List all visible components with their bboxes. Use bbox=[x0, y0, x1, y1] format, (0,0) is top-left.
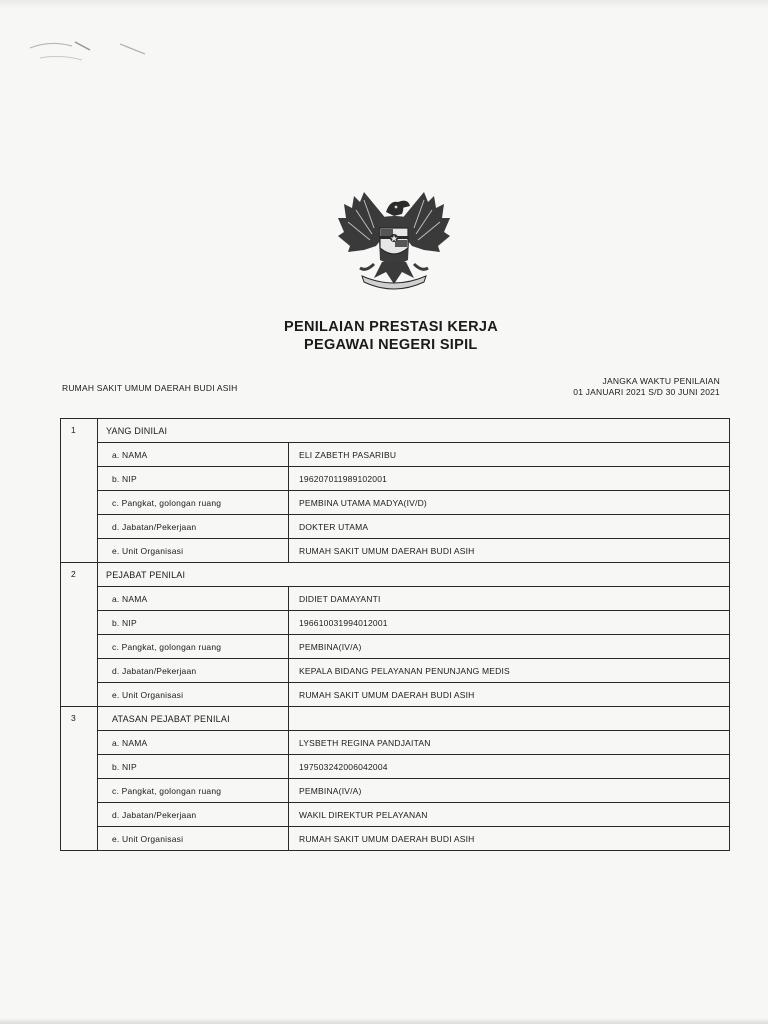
section-heading: ATASAN PEJABAT PENILAI bbox=[98, 707, 289, 731]
document-title bbox=[270, 318, 530, 354]
assessment-period bbox=[573, 376, 720, 398]
field-label: e. Unit Organisasi bbox=[98, 827, 289, 851]
section-number: 3 bbox=[61, 707, 98, 851]
field-label: b. NIP bbox=[98, 755, 289, 779]
field-label: c. Pangkat, golongan ruang bbox=[98, 491, 289, 515]
field-value: PEMBINA UTAMA MADYA(IV/D) bbox=[289, 491, 730, 515]
table-row bbox=[61, 563, 730, 587]
field-value: WAKIL DIREKTUR PELAYANAN bbox=[289, 803, 730, 827]
document-title-line1: PENILAIAN PRESTASI KERJA bbox=[284, 319, 498, 335]
field-label: c. Pangkat, golongan ruang bbox=[98, 779, 289, 803]
field-label: c. Pangkat, golongan ruang bbox=[98, 635, 289, 659]
section-heading: PEJABAT PENILAI bbox=[98, 563, 730, 587]
scan-smudge-mark bbox=[20, 30, 160, 70]
table-row bbox=[61, 635, 730, 659]
table-row bbox=[61, 419, 730, 443]
field-value: PEMBINA(IV/A) bbox=[289, 635, 730, 659]
assessment-identity-table bbox=[60, 418, 730, 851]
table-row bbox=[61, 443, 730, 467]
field-value: DIDIET DAMAYANTI bbox=[289, 587, 730, 611]
section-heading-empty-cell bbox=[289, 707, 730, 731]
section-number: 1 bbox=[61, 419, 98, 563]
field-label: e. Unit Organisasi bbox=[98, 539, 289, 563]
table-row bbox=[61, 755, 730, 779]
field-value: ELI ZABETH PASARIBU bbox=[289, 443, 730, 467]
field-label: b. NIP bbox=[98, 467, 289, 491]
field-value: PEMBINA(IV/A) bbox=[289, 779, 730, 803]
field-label: e. Unit Organisasi bbox=[98, 683, 289, 707]
table-row bbox=[61, 707, 730, 731]
garuda-pancasila-emblem bbox=[334, 188, 454, 296]
field-value: DOKTER UTAMA bbox=[289, 515, 730, 539]
field-label: d. Jabatan/Pekerjaan bbox=[98, 803, 289, 827]
assessment-period-label: JANGKA WAKTU PENILAIAN bbox=[602, 376, 720, 386]
field-label: a. NAMA bbox=[98, 443, 289, 467]
document-title-line2: PEGAWAI NEGERI SIPIL bbox=[304, 337, 478, 353]
field-label: d. Jabatan/Pekerjaan bbox=[98, 515, 289, 539]
institution-name: RUMAH SAKIT UMUM DAERAH BUDI ASIH bbox=[62, 383, 238, 393]
table-row bbox=[61, 515, 730, 539]
scan-edge-bottom bbox=[0, 1018, 768, 1024]
table-row bbox=[61, 659, 730, 683]
table-row bbox=[61, 731, 730, 755]
table-row bbox=[61, 539, 730, 563]
field-label: a. NAMA bbox=[98, 731, 289, 755]
table-row bbox=[61, 467, 730, 491]
assessment-period-range: 01 JANUARI 2021 S/D 30 JUNI 2021 bbox=[573, 387, 720, 397]
section-heading: YANG DINILAI bbox=[98, 419, 730, 443]
table-row bbox=[61, 803, 730, 827]
table-row bbox=[61, 587, 730, 611]
field-value: LYSBETH REGINA PANDJAITAN bbox=[289, 731, 730, 755]
table-row bbox=[61, 779, 730, 803]
field-value: 196610031994012001 bbox=[289, 611, 730, 635]
field-value: RUMAH SAKIT UMUM DAERAH BUDI ASIH bbox=[289, 539, 730, 563]
field-label: a. NAMA bbox=[98, 587, 289, 611]
table-row bbox=[61, 491, 730, 515]
section-number: 2 bbox=[61, 563, 98, 707]
field-value: RUMAH SAKIT UMUM DAERAH BUDI ASIH bbox=[289, 683, 730, 707]
field-value: 196207011989102001 bbox=[289, 467, 730, 491]
field-value: RUMAH SAKIT UMUM DAERAH BUDI ASIH bbox=[289, 827, 730, 851]
table-row bbox=[61, 611, 730, 635]
field-value: 197503242006042004 bbox=[289, 755, 730, 779]
table-row bbox=[61, 827, 730, 851]
table-row bbox=[61, 683, 730, 707]
scan-edge-top bbox=[0, 0, 768, 8]
field-label: d. Jabatan/Pekerjaan bbox=[98, 659, 289, 683]
field-value: KEPALA BIDANG PELAYANAN PENUNJANG MEDIS bbox=[289, 659, 730, 683]
field-label: b. NIP bbox=[98, 611, 289, 635]
